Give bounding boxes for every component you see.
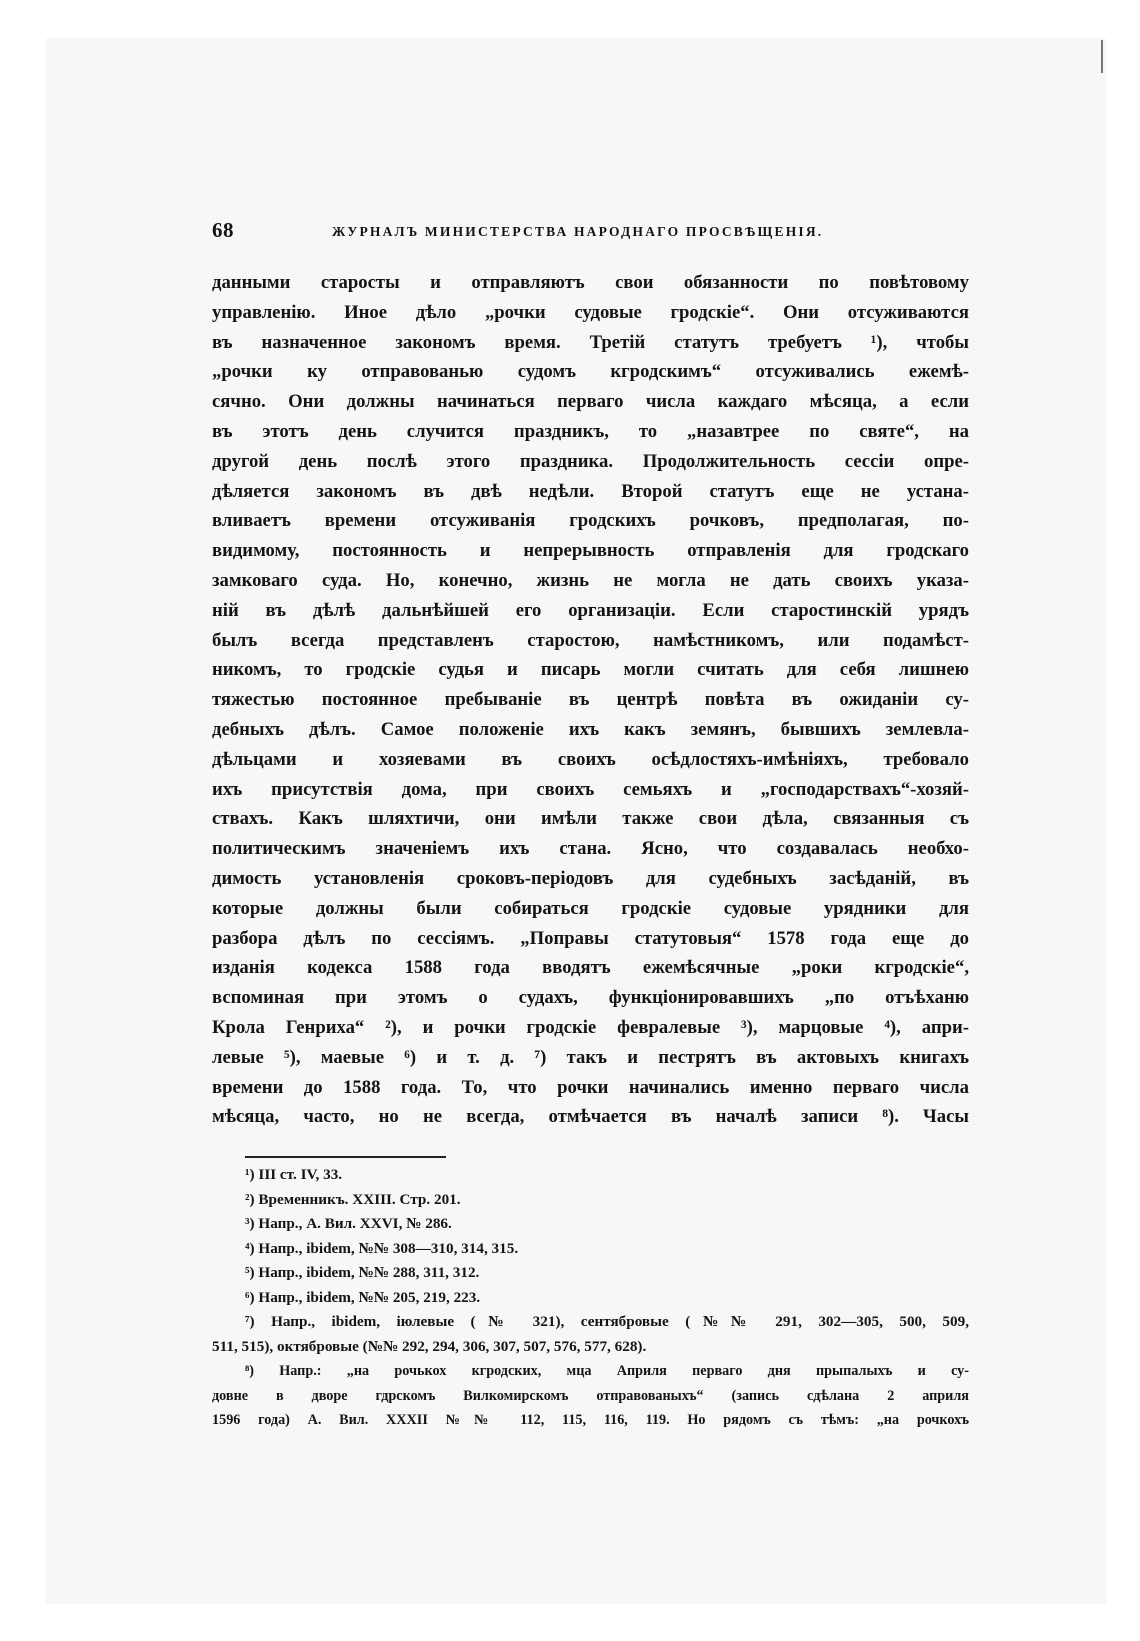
footnote: ⁷) Напр., ibidem, іюлевые (№ 321), сентябровые (№№ 291, 302—305, 500, 509, <box>245 1313 969 1330</box>
text-line: „рочки ку отправованью судомъ кгродскимъ“ отсуживались ежемѣ- <box>212 361 969 383</box>
text-line: управленію. Иное дѣло „рочки судовые гродскіе“. Они отсуживаются <box>212 301 969 323</box>
footnote: ²) Временникъ. XXIII. Стр. 201. <box>245 1190 461 1208</box>
text-line: сячно. Они должны начинаться перваго числа каждаго мѣсяца, а если <box>212 391 969 413</box>
text-line: другой день послѣ этого праздника. Продолжительность сессіи опре- <box>212 450 969 472</box>
text-line: димость установленія сроковъ-періодовъ для судебныхъ засѣданій, въ <box>212 867 969 889</box>
text-line: дебныхъ дѣлъ. Самое положеніе ихъ какъ земянъ, бывшихъ землевла- <box>212 718 969 740</box>
text-line: въ назначенное закономъ время. Третій статутъ требуетъ ¹), чтобы <box>212 331 969 353</box>
footnote: ⁵) Напр., ibidem, №№ 288, 311, 312. <box>245 1264 480 1281</box>
footnote: ¹) III ст. IV, 33. <box>245 1166 343 1183</box>
text-line: мѣсяца, часто, но не всегда, отмѣчается въ началѣ записи ⁸). Часы <box>212 1106 969 1128</box>
text-line: тяжестью постоянное пребываніе въ центрѣ повѣта въ ожиданіи су- <box>212 689 969 711</box>
text-line: которые должны были собираться гродскіе судовые урядники для <box>212 897 969 919</box>
text-line: ствахъ. Какъ шляхтичи, они имѣли также свои дѣла, связанныя съ <box>212 808 969 830</box>
footnote: ⁸) Напр.: „на рочькох кгродских, мца Априля перваго дня прыпалыхъ и су- <box>245 1363 969 1379</box>
scan-edge-mark <box>1101 40 1103 73</box>
text-line: ихъ присутствія дома, при своихъ семьяхъ и „господарствахъ“-хозяй- <box>212 778 969 800</box>
text-line: дѣляется закономъ въ двѣ недѣли. Второй статутъ еще не устана- <box>212 480 969 502</box>
text-line: разбора дѣлъ по сессіямъ. „Поправы статутовыя“ 1578 года еще до <box>212 927 969 949</box>
body-text <box>212 268 969 1132</box>
text-line: вливаетъ времени отсуживанія гродскихъ рочковъ, предполагая, по- <box>212 510 969 532</box>
text-line: времени до 1588 года. То, что рочки начинались именно перваго числа <box>212 1076 969 1098</box>
text-line: Крола Генриха“ ²), и рочки гродскіе февралевые ³), марцовые ⁴), апри- <box>212 1016 969 1038</box>
footnote-continuation: довне в дворе гдрскомъ Вилкомирскомъ отправованыхъ“ (запись сдѣлана 2 априля <box>212 1387 969 1404</box>
footnotes <box>212 1163 969 1433</box>
text-line: дѣльцами и хозяевами въ своихъ осѣдлостяхъ-имѣніяхъ, требовало <box>212 748 969 770</box>
text-line: никомъ, то гродскіе судья и писарь могли считать для себя лишнею <box>212 659 969 681</box>
footnote: ⁶) Напр., ibidem, №№ 205, 219, 223. <box>245 1288 481 1306</box>
text-line: въ этотъ день случится праздникъ, то „назавтрее по святе“, на <box>212 420 969 442</box>
text-line: данными старосты и отправляютъ свои обязанности по повѣтовому <box>212 272 969 293</box>
text-line: замковаго суда. Но, конечно, жизнь не могла не дать своихъ указа- <box>212 569 969 591</box>
text-line: левые ⁵), маевые ⁶) и т. д. ⁷) такъ и пестрятъ въ актовыхъ книгахъ <box>212 1046 969 1068</box>
text-line: былъ всегда представленъ старостою, намѣстникомъ, или подамѣст- <box>212 629 969 651</box>
text-line: видимому, постоянность и непрерывность отправленія для гродскаго <box>212 540 969 562</box>
page-header <box>212 218 969 246</box>
page-number: 68 <box>212 218 234 242</box>
text-line: политическимъ значеніемъ ихъ стана. Ясно, что создавалась необхо- <box>212 838 969 860</box>
text-line: ній въ дѣлѣ дальнѣйшей его организаціи. Если старостинскій урядъ <box>212 599 969 621</box>
footnote: ⁴) Напр., ibidem, №№ 308—310, 314, 315. <box>245 1239 519 1257</box>
footnote-divider <box>245 1156 446 1158</box>
text-line: изданія кодекса 1588 года вводятъ ежемѣсячные „роки кгродскіе“, <box>212 957 969 979</box>
footnote-continuation: 1596 года) А. Вил. XXXII №№ 112, 115, 116, 119. Но рядомъ съ тѣмъ: „на рочкохъ <box>212 1412 969 1428</box>
footnote-continuation: 511, 515), октябровые (№№ 292, 294, 306, 307, 507, 576, 577, 628). <box>212 1337 647 1355</box>
text-line: вспоминая при этомъ о судахъ, функціонировавшихъ „по отъѣханю <box>212 987 969 1009</box>
running-title: ЖУРНАЛЪ МИНИСТЕРСТВА НАРОДНАГО ПРОСВѢЩЕНІЯ. <box>332 224 824 239</box>
footnote: ³) Напр., А. Вил. XXVI, № 286. <box>245 1215 452 1232</box>
